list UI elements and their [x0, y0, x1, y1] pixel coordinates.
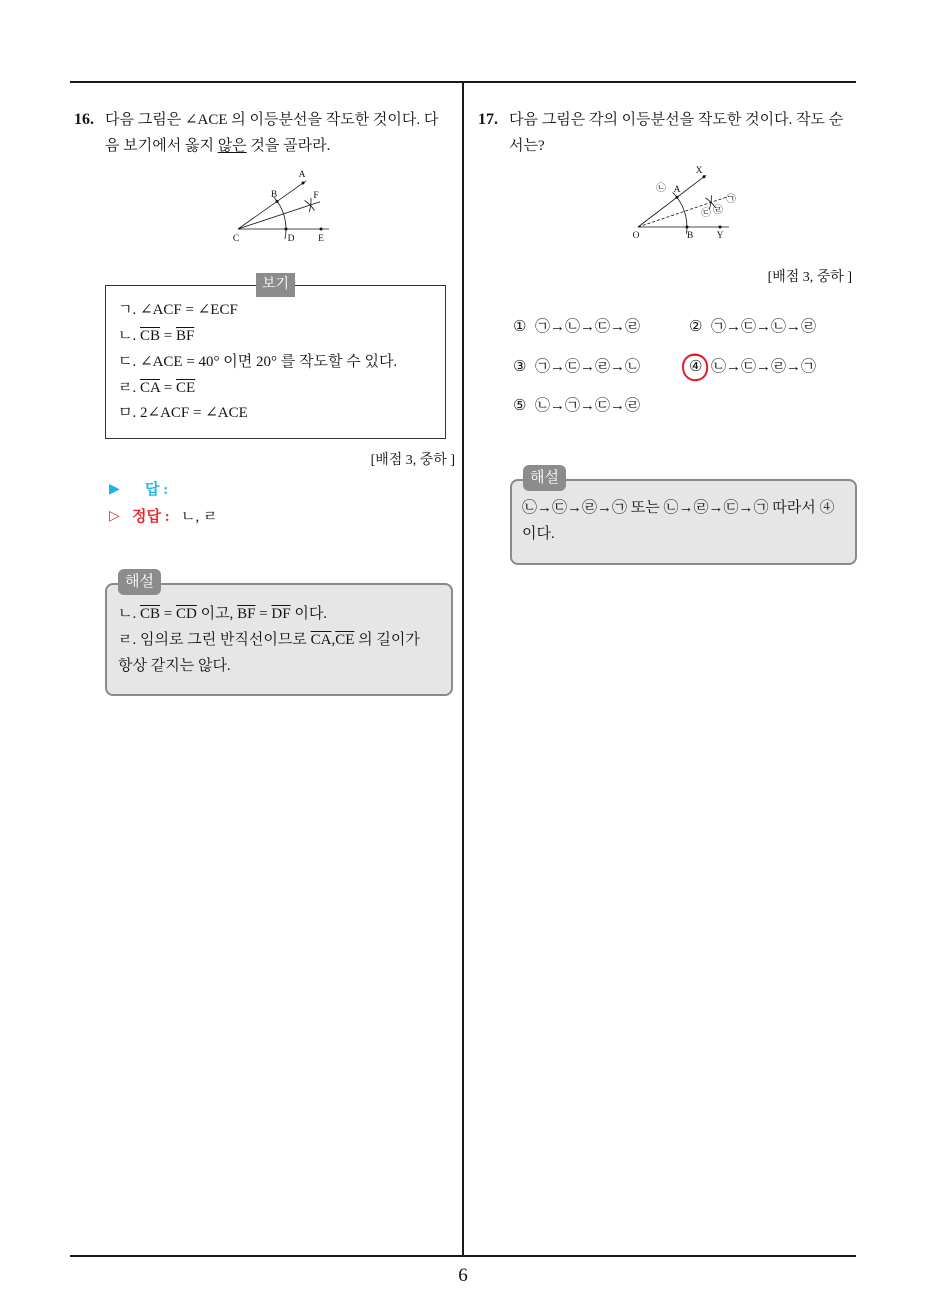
- point-e: [320, 228, 323, 231]
- label-f: F: [313, 191, 319, 201]
- correct-answer-label: 정답 :: [132, 509, 170, 525]
- question-stem-line-2: 서는?: [509, 138, 545, 154]
- item-text: 2∠ACF = ∠ACE: [140, 405, 248, 421]
- option-number-wrap: [513, 354, 528, 380]
- answer-label: 답 :: [145, 482, 169, 498]
- bogi-item: [118, 349, 397, 375]
- segment: $\overline{CE}$: [175, 380, 196, 396]
- option-number: ②: [689, 319, 703, 335]
- label-b: B: [270, 190, 278, 200]
- option-sequence: ㉡→㉠→㉢→㉣: [535, 398, 641, 414]
- explanation-text: 이다.: [294, 606, 328, 622]
- arc-centered-c: [274, 197, 286, 239]
- item-marker: ㄹ.: [118, 380, 137, 396]
- segment: $\overline{BF}$: [175, 328, 195, 344]
- label-y: Y: [716, 231, 724, 241]
- stem-text: 음 보기에서 옳지: [105, 138, 218, 154]
- ray-ox: [638, 175, 706, 227]
- construction-lines: [638, 175, 729, 234]
- equals-sign: =: [163, 380, 173, 396]
- explanation-text: 이고,: [200, 606, 234, 622]
- point-b: [276, 200, 279, 203]
- item-marker: ㅁ.: [118, 405, 137, 421]
- explanation-line-1: [118, 601, 327, 627]
- bogi-item: [118, 323, 194, 349]
- question-number: 16.: [74, 111, 94, 128]
- option-sequence: ㉠→㉢→㉡→㉣: [711, 319, 817, 335]
- label-a: A: [673, 185, 681, 195]
- score-info: [배점 3, 중하 ]: [767, 270, 852, 285]
- bogi-item: [118, 375, 195, 401]
- item-marker: ㄷ.: [118, 354, 137, 370]
- point-y: [719, 226, 722, 229]
- label-d: D: [287, 234, 295, 244]
- ray-ca: [238, 181, 306, 229]
- explanation-text: ㄹ. 임의로 그린 반직선이므로: [118, 632, 307, 648]
- answer-option: [689, 314, 816, 340]
- bogi-item: [118, 400, 248, 426]
- option-number: ④: [689, 359, 703, 375]
- question-stem-line-1: 다음 그림은 ∠ACE 의 이등분선을 작도한 것이다. 다: [105, 112, 439, 128]
- item-text: ∠ACF = ∠ECF: [140, 302, 238, 318]
- segment: $\overline{BF}$: [237, 606, 256, 622]
- segment: $\overline{CA}$: [140, 380, 161, 396]
- hand-drawn-circle-mark: [681, 352, 711, 382]
- equals-sign: =: [163, 606, 173, 622]
- page-number: 6: [458, 1265, 468, 1286]
- label-e: E: [318, 234, 324, 244]
- point-a: [302, 182, 305, 185]
- point-b: [686, 226, 689, 229]
- item-marker: ㄴ.: [118, 606, 137, 622]
- step-label-1: ㉠: [726, 195, 736, 205]
- play-triangle-icon: ▶: [109, 482, 120, 497]
- bogi-title-tab: 보기: [256, 273, 295, 297]
- option-number-wrap: [513, 314, 528, 340]
- question-stem-line-1: 다음 그림은 각의 이등분선을 작도한 것이다. 작도 순: [509, 112, 844, 128]
- segment: $\overline{CD}$: [175, 606, 197, 622]
- explanation-text: 의 길이가: [358, 632, 420, 648]
- explanation-line-1: ㉡→㉢→㉣→㉠ 또는 ㉡→㉣→㉢→㉠ 따라서 ④: [522, 500, 835, 516]
- stem-text: 것을 골라라.: [246, 138, 331, 154]
- label-c: C: [232, 234, 240, 244]
- underlined-emphasis: 않은: [217, 138, 247, 154]
- label-b: B: [686, 231, 694, 241]
- item-marker: ㄴ.: [118, 328, 137, 344]
- segment: $\overline{CB}$: [140, 328, 161, 344]
- option-number: ⑤: [513, 398, 527, 414]
- answer-option: [513, 393, 640, 419]
- explanation-box: [510, 479, 857, 565]
- point-d: [285, 228, 288, 231]
- segment: $\overline{CA}$: [310, 632, 332, 648]
- explanation-line-3: 항상 같지는 않다.: [118, 658, 231, 674]
- answer-option: [689, 354, 816, 380]
- segment: $\overline{CE}$: [335, 632, 355, 648]
- score-info: [배점 3, 중하 ]: [370, 453, 455, 468]
- bottom-rule: [70, 1255, 856, 1257]
- comma: ,: [331, 632, 336, 648]
- label-x: X: [695, 166, 703, 176]
- item-marker: ㄱ.: [118, 302, 137, 318]
- bisector-ray-cf: [238, 202, 320, 229]
- q17-angle-bisector-figure: [625, 160, 745, 245]
- option-number-wrap: [689, 314, 704, 340]
- question-stem-line-2: [105, 133, 330, 159]
- answer-option: [513, 314, 640, 340]
- segment: $\overline{CB}$: [140, 606, 161, 622]
- option-number: ①: [513, 319, 527, 335]
- option-sequence: ㉠→㉡→㉢→㉣: [535, 319, 641, 335]
- label-o: O: [632, 231, 640, 241]
- q16-angle-bisector-figure: [220, 160, 340, 250]
- step-label-4: ㉣: [713, 206, 723, 216]
- item-text: ∠ACE = 40° 이면 20° 를 작도할 수 있다.: [140, 354, 398, 370]
- explanation-title-tab: 해설: [523, 465, 566, 491]
- equals-sign: =: [259, 606, 268, 622]
- column-divider: [462, 82, 464, 1257]
- construction-lines: [238, 181, 329, 239]
- option-number-wrap: [689, 354, 704, 380]
- answer-option: [513, 354, 640, 380]
- question-number: 17.: [478, 111, 498, 128]
- bogi-item: [118, 297, 238, 323]
- option-sequence: ㉡→㉢→㉣→㉠: [711, 359, 817, 375]
- option-number-wrap: [513, 393, 528, 419]
- label-a: A: [298, 170, 306, 180]
- segment: $\overline{DF}$: [271, 606, 291, 622]
- points: [276, 182, 323, 231]
- step-label-2: ㉡: [656, 184, 666, 194]
- step-label-3: ㉢: [701, 209, 711, 219]
- point-a: [676, 196, 679, 199]
- equals-sign: =: [163, 328, 173, 344]
- outline-triangle-icon: ▷: [109, 509, 120, 524]
- option-sequence: ㉠→㉢→㉣→㉡: [535, 359, 641, 375]
- explanation-line-2: [118, 627, 420, 653]
- point-x: [703, 175, 706, 178]
- explanation-line-2: 이다.: [522, 526, 555, 542]
- points: [673, 175, 722, 228]
- correct-answer-value: ㄴ, ㄹ: [181, 509, 218, 525]
- explanation-title-tab: 해설: [118, 569, 161, 595]
- option-number: ③: [513, 359, 527, 375]
